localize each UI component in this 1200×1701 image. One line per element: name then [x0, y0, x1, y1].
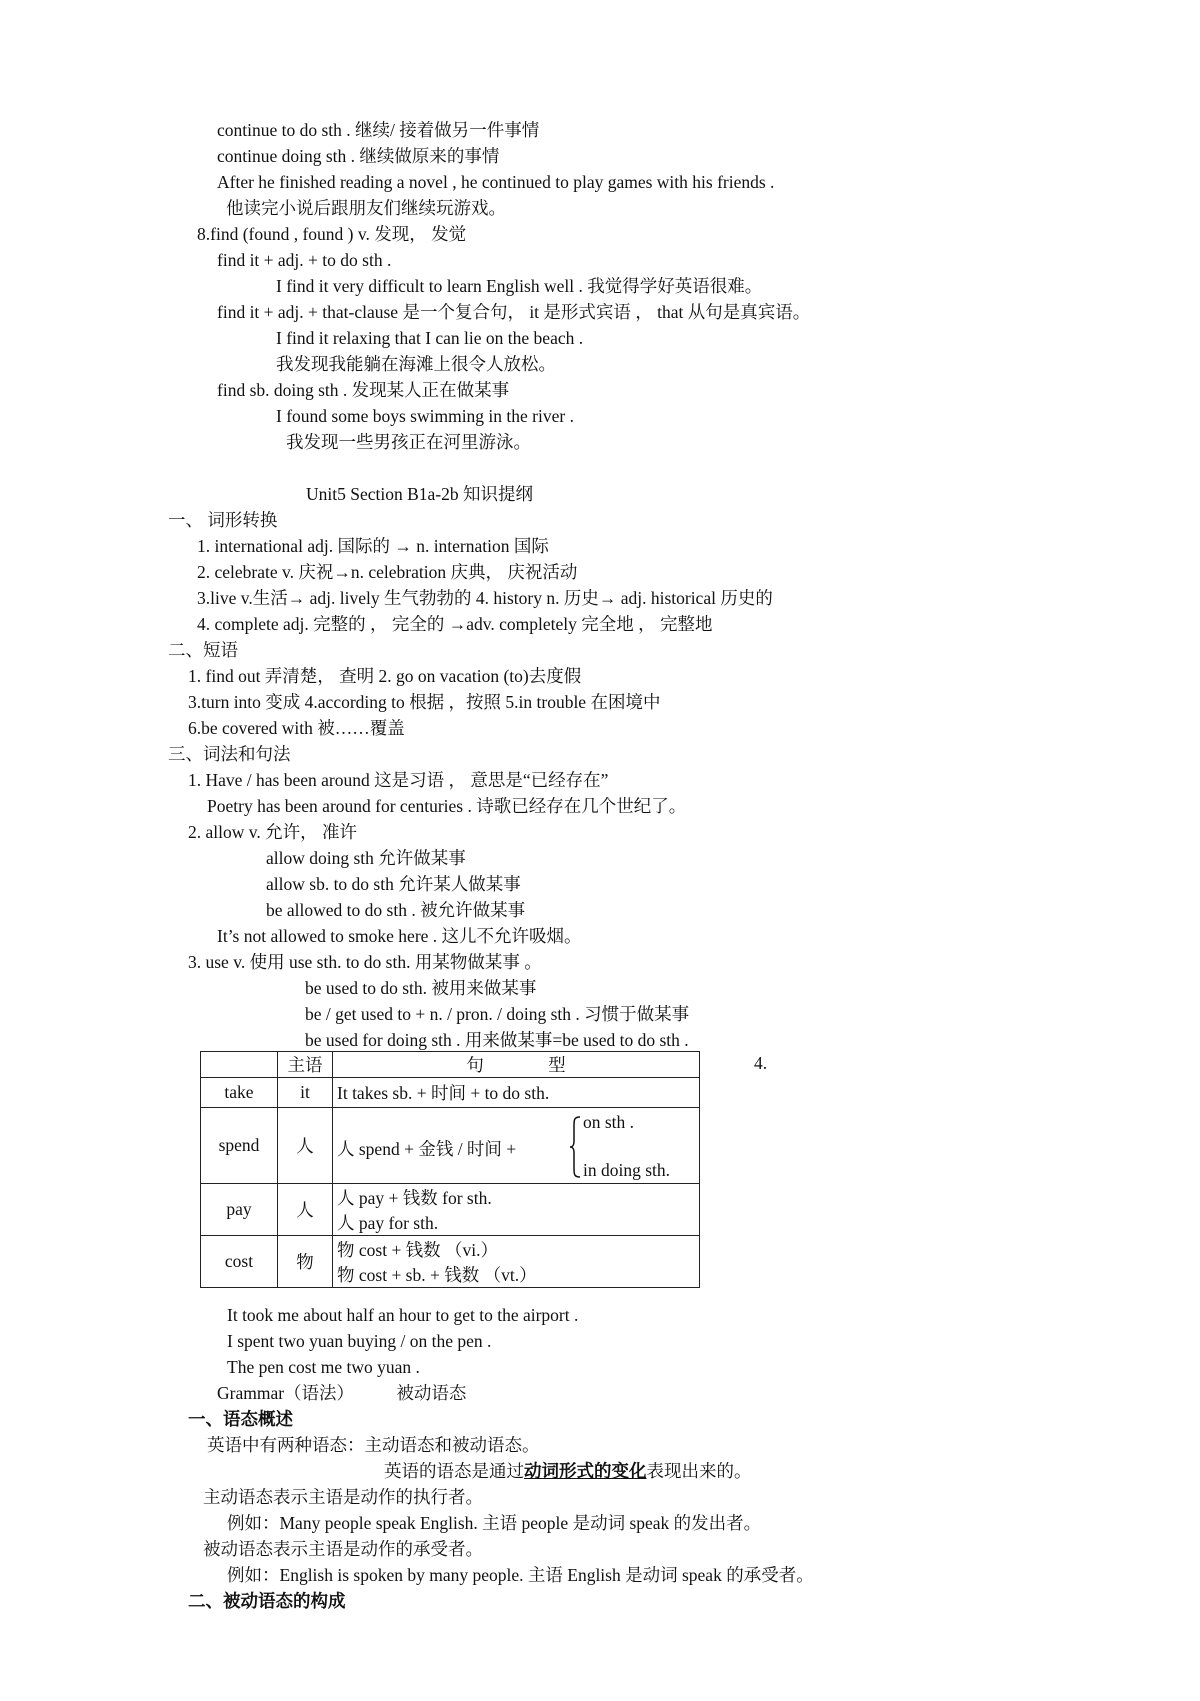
table-cell: It takes sb. + 时间 + to do sth. — [333, 1078, 700, 1108]
text-line: 例如：English is spoken by many people. 主语 English 是动词 speak 的承受者。 — [227, 1565, 814, 1585]
text-line: 例如：Many people speak English. 主语 people 是动词 speak 的发出者。 — [227, 1513, 762, 1533]
pattern-line: 人 pay + 钱数 for sth. — [337, 1187, 492, 1208]
text-line: I find it relaxing that I can lie on the beach . — [276, 328, 584, 348]
text-line: 1. find out 弄清楚， 查明 2. go on vacation (to)去度假 — [188, 666, 582, 686]
text-line: 我发现我能躺在海滩上很令人放松。 — [276, 354, 556, 374]
text-line: 3. use v. 使用 use sth. to do sth. 用某物做某事 。 — [188, 952, 542, 972]
text-line: be / get used to + n. / pron. / doing sth . 习惯于做某事 — [305, 1004, 690, 1024]
table-cell — [333, 1108, 700, 1184]
table-header: 主语 — [278, 1052, 333, 1078]
verb-usage-table — [200, 1051, 700, 1288]
section-heading: 一、 词形转换 — [168, 510, 278, 530]
text-line: continue doing sth . 继续做原来的事情 — [217, 146, 500, 166]
text-line: 我发现一些男孩正在河里游泳。 — [286, 432, 531, 452]
text-line — [384, 1460, 752, 1482]
text-line: be allowed to do sth . 被允许做某事 — [266, 900, 526, 920]
text-line: allow sb. to do sth 允许某人做某事 — [266, 874, 521, 894]
text-line: 1. Have / has been around 这是习语 ， 意思是“已经存在” — [188, 770, 609, 790]
text-line: 被动语态表示主语是动作的承受者。 — [203, 1539, 483, 1559]
text-line: I spent two yuan buying / on the pen . — [227, 1331, 492, 1351]
table-cell — [333, 1236, 700, 1288]
text-line: 6.be covered with 被……覆盖 — [188, 718, 405, 738]
underlined-emphasis: 动词形式的变化 — [524, 1461, 647, 1481]
table-cell: 人 — [278, 1184, 333, 1236]
text-line: I found some boys swimming in the river . — [276, 406, 574, 426]
section-title: Unit5 Section B1a-2b 知识提纲 — [306, 484, 533, 504]
spend-option: in doing sth. — [583, 1159, 671, 1180]
section-heading: 二、短语 — [168, 640, 238, 660]
text-line: I find it very difficult to learn English well . 我觉得学好英语很难。 — [276, 276, 763, 296]
table-row — [201, 1052, 700, 1078]
table-row — [201, 1184, 700, 1236]
table-header: 句 型 — [333, 1052, 700, 1078]
table-cell — [333, 1184, 700, 1236]
text-line: 1. international adj. 国际的 → n. internation 国际 — [197, 536, 549, 556]
text-line: Poetry has been around for centuries . 诗歌已经存在几个世纪了。 — [207, 796, 687, 816]
section-heading: 一、语态概述 — [188, 1409, 293, 1429]
text-line: 2. allow v. 允许， 准许 — [188, 822, 357, 842]
pattern-line: 物 cost + 钱数 （vi.） — [337, 1239, 499, 1260]
table-row — [201, 1236, 700, 1288]
text-line: 4. complete adj. 完整的 ， 完全的 →adv. completely 完全地 ， 完整地 — [197, 614, 713, 634]
table-cell: pay — [201, 1184, 278, 1236]
text-line: be used to do sth. 被用来做某事 — [305, 978, 537, 998]
text-line: After he finished reading a novel , he continued to play games with his friends . — [217, 172, 775, 192]
spend-option: on sth . — [583, 1111, 635, 1132]
text-line: find it + adj. + to do sth . — [217, 250, 392, 270]
text-line: 3.live v.生活→ adj. lively 生气勃勃的 4. history n. 历史→ adj. historical 历史的 — [197, 588, 773, 608]
text-line: The pen cost me two yuan . — [227, 1357, 420, 1377]
text-line: It’s not allowed to smoke here . 这儿不允许吸烟。 — [217, 926, 582, 946]
text-line: 英语中有两种语态：主动语态和被动语态。 — [207, 1435, 540, 1455]
text-fragment: 英语的语态是通过 — [384, 1461, 524, 1481]
table-cell: 物 — [278, 1236, 333, 1288]
text-line: 8.find (found , found ) v. 发现， 发觉 — [197, 224, 467, 244]
table-cell: 人 — [278, 1108, 333, 1184]
text-line: 4. — [754, 1053, 768, 1073]
text-line: Grammar（语法） 被动语态 — [217, 1383, 467, 1403]
text-line: 3.turn into 变成 4.according to 根据 ，按照 5.in trouble 在困境中 — [188, 692, 661, 712]
table-cell: take — [201, 1078, 278, 1108]
text-line: find sb. doing sth . 发现某人正在做某事 — [217, 380, 510, 400]
text-line: 他读完小说后跟朋友们继续玩游戏。 — [226, 198, 506, 218]
section-heading: 三、词法和句法 — [168, 744, 291, 764]
text-line: 主动语态表示主语是动作的执行者。 — [203, 1487, 483, 1507]
table-cell: cost — [201, 1236, 278, 1288]
text-line: be used for doing sth . 用来做某事=be used to do sth . — [305, 1030, 689, 1050]
table-cell: it — [278, 1078, 333, 1108]
text-line: 2. celebrate v. 庆祝→n. celebration 庆典， 庆祝活动 — [197, 562, 578, 582]
text-line: allow doing sth 允许做某事 — [266, 848, 466, 868]
text-fragment: 表现出来的。 — [646, 1461, 752, 1481]
curly-brace-icon — [569, 1116, 581, 1178]
spend-pattern: 人 spend + 金钱 / 时间 + — [337, 1138, 517, 1159]
table-row — [201, 1078, 700, 1108]
text-line: find it + adj. + that-clause 是一个复合句， it 是形式宾语 ， that 从句是真宾语。 — [217, 302, 811, 322]
pattern-line: 人 pay for sth. — [337, 1212, 439, 1233]
section-heading: 二、被动语态的构成 — [188, 1591, 346, 1611]
text-line: It took me about half an hour to get to the airport . — [227, 1305, 579, 1325]
table-row — [201, 1108, 700, 1184]
pattern-line: 物 cost + sb. + 钱数 （vt.） — [337, 1264, 537, 1285]
table-cell — [201, 1052, 278, 1078]
table-cell: spend — [201, 1108, 278, 1184]
text-line: continue to do sth . 继续/ 接着做另一件事情 — [217, 120, 540, 140]
